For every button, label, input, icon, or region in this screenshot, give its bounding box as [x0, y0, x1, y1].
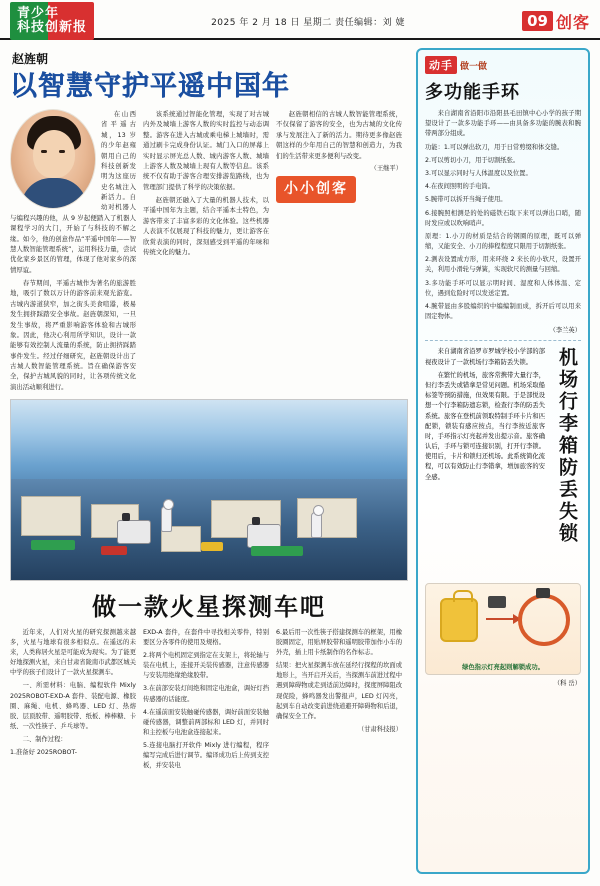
mars-article-headline: 做一款火星探测车吧 — [92, 593, 326, 622]
lead-column-2 — [143, 109, 269, 395]
wristband-device-icon — [536, 588, 550, 598]
masthead-date-editor: 2025 年 2 月 18 日 星期二 责任编辑：刘 婕 — [211, 17, 406, 28]
photo-yellow-block — [201, 542, 223, 551]
mars-paragraph: 二、制作过程： — [22, 735, 67, 743]
mars-paragraph: 6.最后用一次性筷子搭建探测车的框架，用橡胶圈固定，用贴屏胶带和遥明胶带加作小车的外壳，插上用卡纸制作的名作标志。 — [276, 629, 402, 657]
lead-column-1 — [10, 109, 136, 395]
illustration-caption: 绿色指示灯亮起则解锁成功。 — [462, 664, 544, 672]
mars-article — [10, 628, 408, 774]
photo-brick — [21, 496, 81, 536]
page-number: 09 — [522, 11, 553, 31]
photo-green-block — [251, 546, 303, 556]
mars-paragraph: 2.将两个电机固定到指定在支架上，将轮轴与装在电机上，连接开关装传感器，注意传感器与安装用绝缘绝缘胶带。 — [143, 652, 269, 680]
photo-brick — [297, 498, 357, 538]
bracelet-paragraph: 5.腕带可以拆开当绳子使用。 — [425, 196, 507, 204]
bracelet-paragraph: 功能：1.可以弹出软刀，用于日常剪缀和体交缝。 — [425, 143, 564, 151]
bracelet-paragraph: 3.可以显示同时与人体温度以及位置。 — [425, 169, 532, 177]
bracelet-paragraph: 3.多功能手环可以显示明时间、湿度和人体体温、定位，遇到危险时可以发送定置。 — [425, 279, 581, 297]
author-portrait-photo — [10, 109, 96, 209]
section-name: 创客 — [555, 12, 590, 32]
photo-rover — [117, 520, 151, 544]
lead-paragraph: 赵旌朝相信的古城人数智能管理系统，不仅保留了游客的安全，也为古城的文化传承与发展注入了新的活力。期待更多像赵旌朝这样的少年用自己的智慧和创造力，为我们的生活带来更多便利与改变。 — [276, 110, 402, 160]
handson-badge-label: 动手 — [425, 56, 457, 74]
mars-rover-photo — [10, 399, 408, 581]
mars-paragraph: EXD-A 套件，在套件中寻找相关零件，特别要区分各零件的使用及规格。 — [143, 629, 269, 647]
mars-credit: （甘肃科技报） — [357, 725, 402, 733]
page-body — [0, 40, 600, 880]
lead-byline: 赵旌朝 — [12, 52, 49, 66]
bracelet-credit: （李兰英） — [549, 327, 581, 335]
bracelet-paragraph: 4.腕带显由多股编织的中编编制而成，拆开后可以用来固定物体。 — [425, 303, 581, 321]
portrait-shoulders — [21, 178, 87, 208]
portrait-eye-right — [59, 150, 65, 153]
mars-paragraph: 结果：把火星探测车放在延经行探程的坎面或地形上，当开启开关后，当探测车前进过程中遇到障碍物或走到适前边障时，探度屏障阻改现促险，蜂鸣器发出警报声，LED 灯闪亮，起到车自动改变前进绕道避开障碍物和后退，确保安全工作。 — [276, 662, 402, 720]
photo-rover — [247, 524, 281, 548]
lock-device-icon — [488, 596, 506, 608]
bracelet-paragraph: 2.可以剪切小刀，用于切割纸张。 — [425, 156, 520, 164]
bracelet-paragraph: 来自湖南省沿阳市沿阳县毛田镇中心小学的孩子期望设计了一款多功能手环——由具备多功能的腕表和腕带两部分组成。 — [425, 110, 581, 138]
wristband-icon — [518, 594, 570, 646]
mars-list-item: 1.准备好 2025ROBOT- — [10, 748, 77, 756]
masthead-page-section — [522, 10, 590, 33]
lead-paragraph: 在山西省平遥古城，13 岁的少年赵雍朝用自己的科技创新发明为这座历史名城注入新活力。自幼对机器人与编程兴趣的他，从 9 岁起便踏入了机器人课程学习的大门，开始了与科技的不解之缘。如今，他的创意作品“平遥中国年——智慧人数智能管理系统”，运用科技力量，尝试优化家乡景区的管理，体现了他对家乡的深情厚谊。 — [10, 110, 136, 274]
lead-paragraph: 该系统通过智能化管理，实现了对古城内外及城墙上游客人数的实时监控与动态调整。游客在进入古城或乘电梯上城墙时，需通过刷卡完成身份认证。城门入口的屏幕上实时显示屏光总人数、城内游客人数、城墙上游客人数及城墙上现有人数等信息。该系统不仅有助于游客合理安排游览路线，也为管理部门提供了科学的决策依据。 — [143, 110, 269, 191]
luggage-paragraph: 来自湖南省沿罗市罗城学校小学部的部视夜设计了一款机场行李箱防丢失锁。 — [425, 348, 545, 366]
mars-paragraph: 近年来，人们对火星的研究探测越来越多，火星与地球有很多相似点。在遥远的未来，人类称居火星是可能成为现实。为了能更好地探测火星，来自甘肃省陇南市武都区城关中学的孩子们设计了一款火星探测车。 — [10, 629, 136, 677]
mars-paragraph: 3.在前部安装灯间绝和固定电池盒，调好灯挡传感器的话能度。 — [143, 685, 269, 703]
logo-line-1: 青少年 — [17, 6, 60, 22]
bracelet-paragraph: 4.在夜间照明的手电筒。 — [425, 183, 494, 191]
section-divider — [425, 340, 581, 341]
mars-paragraph: 4.在遥前面安装触碰传感器，调好前面安装触碰传感器，调整前两部标和 LED 灯，并同时和主控板与电池盒连接起来。 — [143, 708, 269, 736]
bracelet-paragraph: 2.测表设置成方形，用来环绕 2 来长的小软尺，设置开关，利用小滑轮与弹簧，实现软尺的测量与回缩。 — [425, 256, 581, 274]
lead-paragraph: 赵旌朝还融入了大量的机器人技术，以平遥中国年为主题，结合平遥本土特色，为游客带来了丰富多彩的文化体验。这些机器人表演不仅展现了科技的魅力，更让游客在欣赏表演的同时，深刻感受到平遥的年味和传统文化的魅力。 — [143, 196, 269, 256]
mars-column-2 — [143, 628, 269, 774]
logo-line-2: 科技创新报 — [17, 20, 88, 35]
right-sidebar — [416, 48, 590, 874]
photo-red-block — [101, 546, 127, 555]
luggage-paragraph: 在繁忙的机场，旅客常携带大量行李，但行李丢失或错拿是常见问题。机场采取船标签等预防措施，但效果有限。于是部悦设想一个行李箱防遗忘锁，检查行李的防丢失系统。旅客在登机前领取特制手环卡片和匹配锁，锁装有感应按点，当行李按近旅客时，手环指示灯亮起并发出提示音。旅客确认后，手环与锁可连接识别，打开行李锁。使用后，卡片和锁归还机场。此系统简化流程，可以有效防止行李错拿，增加旅客的安全感。 — [425, 371, 545, 481]
lead-paragraph: 春节期间，平遥古城作为著名的旅游胜地，吸引了数以万计的游客前来观光游览。古城内游道狭窄，加之街头美食喧嚣，极易发生拥挤踩踏安全事故。赵旌朝深知，一旦发生事故，将严重影响游客体验和古城形象。因此，他决心利用所学知识，设计一款能够有效控制人流量的系统，防止拥挤踩踏事件发生。经过仔细研究，赵旌朝设计出了古城人数智能管理系统。旨在确保游客安全，保护古城风貌的同时，让各项传统文化演出活动顺利进行。 — [10, 279, 136, 391]
photo-figure — [161, 506, 172, 532]
lead-article — [10, 109, 408, 395]
bracelet-article-body — [425, 109, 581, 322]
masthead — [0, 0, 600, 40]
newspaper-logo — [10, 2, 94, 39]
photo-green-block — [31, 540, 75, 550]
luggage-credit: （科 岳） — [553, 680, 581, 688]
suitcase-icon — [440, 598, 478, 642]
luggage-lock-illustration — [425, 583, 581, 675]
mars-column-1 — [10, 628, 136, 774]
mars-paragraph: 一、所需材料：电脑、编程软件 Mixly 2025ROBOT-EXD-A 套件、装配电源、橡胶圈、麻绳、电机、蜂鸣器、LED 灯、热熔胶、层顶胶带、遥明胶带、纸板、棒棒糖、卡纸、一次性筷子、乒乓球等。 — [10, 682, 136, 730]
mars-paragraph: 5.连接电脑打开软件 Mixly 进行编程，程序编写完成后进行调节。编译成功后上传到支控板，并安装电 — [143, 741, 269, 769]
handson-badge-note: 做一做 — [460, 61, 488, 72]
bracelet-paragraph: 6.接腕照相测是的处的磁铁石取下来可以弹出口哨，随时发应或以吹响哨声。 — [425, 209, 581, 227]
bracelet-paragraph: 原理：1.小刀的材质是结合的钢圈的原理，既可以弹缩，又能安全、小刀的捧程程度只限用于切割纸张。 — [425, 232, 581, 251]
luggage-lock-article — [425, 347, 581, 577]
handson-badge — [425, 56, 581, 74]
photo-figure — [311, 512, 322, 538]
lead-credit: （王继平） — [370, 164, 402, 172]
portrait-eye-left — [41, 150, 47, 153]
left-region — [10, 48, 408, 874]
luggage-lock-title: 机场行李箱防丢失锁 — [556, 347, 578, 546]
bracelet-article-title: 多功能手环 — [425, 82, 520, 103]
lead-column-3 — [276, 109, 402, 395]
arrow-icon — [486, 618, 520, 620]
luggage-lock-body — [425, 347, 545, 577]
mars-column-3 — [276, 628, 402, 774]
lead-headline: 以智慧守护平遥中国年 — [10, 71, 290, 102]
creator-section-banner: 小小创客 — [276, 176, 356, 203]
portrait-face — [33, 130, 75, 178]
